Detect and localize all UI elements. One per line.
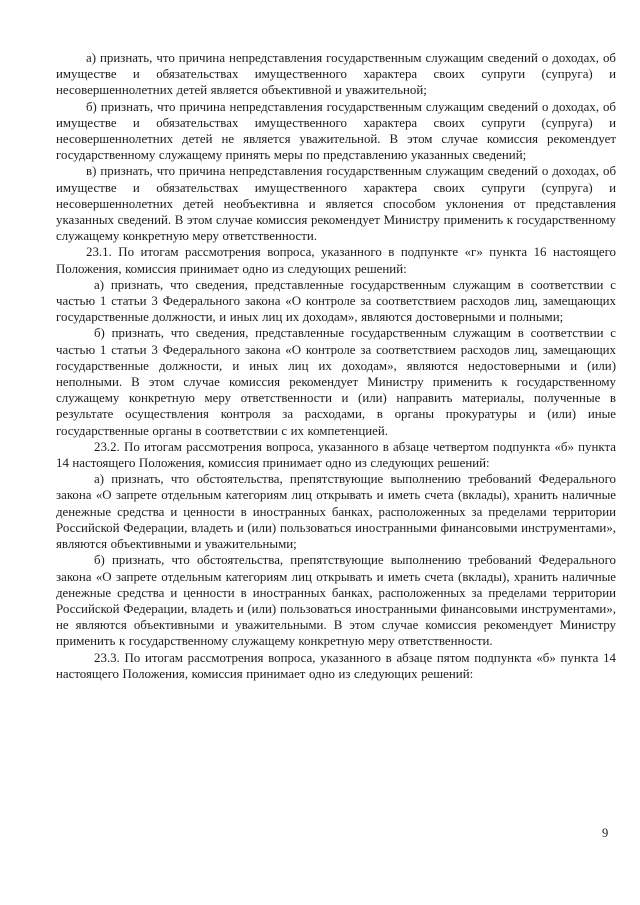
paragraph-1-a: а) признать, что причина непредставления государственным служащим сведений о доходах, об имуществе и обязательствах имущественного характера своих супруги (супруга) и несовершеннолетних детей является объективной и уважительной; (56, 51, 616, 98)
paragraph-23-2-b: б) признать, что обстоятельства, препятствующие выполнению требований Федерального закона «О запрете отдельным категориям лиц открывать и иметь счета (вклады), хранить наличные денежные средства и ценности в иностранных банках, расположенных за пределами территории Российской Федерации, владеть и (или) пользоваться иностранными финансовыми инструментами», не являются объективными и уважительными. В этом случае комиссия рекомендует Министру применить к государственному служащему конкретную меру ответственности. (56, 553, 616, 649)
paragraph-23-1: 23.1. По итогам рассмотрения вопроса, указанного в подпункте «г» пункта 16 настоящего Положения, комиссия принимает одно из следующих решений: (56, 245, 616, 276)
paragraph-23-2: 23.2. По итогам рассмотрения вопроса, указанного в абзаце четвертом подпункта «б» пункта 14 настоящего Положения, комиссия принимает одно из следующих решений: (56, 439, 616, 471)
paragraph-23-2-a: а) признать, что обстоятельства, препятствующие выполнению требований Федерального закона «О запрете отдельным категориям лиц открывать и иметь счета (вклады), хранить наличные денежные средства и ценности в иностранных банках, расположенных за пределами территории Российской Федерации, владеть и (или) пользоваться иностранными финансовыми инструментами», являются объективными и уважительными; (56, 472, 616, 552)
paragraph-23-1-a: а) признать, что сведения, представленные государственным служащим в соответствии с частью 1 статьи 3 Федерального закона «О контроле за соответствием расходов лиц, замещающих государственные должности, и иных лиц их доходам», являются достоверными и полными; (56, 277, 616, 325)
paragraph-1-v: в) признать, что причина непредставления государственным служащим сведений о доходах, об имуществе и обязательствах имущественного характера своих супруги (супруга) и несовершеннолетних детей необъективна и является способом уклонения от представления указанных сведений. В этом случае комиссия рекомендует Министру применить к государственному служащему конкретную меру ответственности. (56, 164, 616, 244)
paragraph-1-b: б) признать, что причина непредставления государственным служащим сведений о доходах, об имуществе и обязательствах имущественного характера своих супруги (супруга) и несовершеннолетних детей не является уважительной. В этом случае комиссия рекомендует государственному служащему принять меры по представлению указанных сведений; (56, 99, 616, 163)
page-number: 9 (602, 826, 609, 840)
document-body (56, 50, 616, 682)
paragraph-23-1-b: б) признать, что сведения, представленные государственным служащим в соответствии с частью 1 статьи 3 Федерального закона «О контроле за соответствием расходов лиц, замещающих государственные должности, и иных лиц их доходам», являются недостоверными и (или) неполными. В этом случае комиссия рекомендует Министру применить к государственному служащему конкретную меру ответственности и (или) направить материалы, полученные в результате осуществления контроля за расходами, в органы прокуратуры и (или) иные государственные органы в соответствии с их компетенцией. (56, 326, 616, 438)
paragraph-23-3: 23.3. По итогам рассмотрения вопроса, указанного в абзаце пятом подпункта «б» пункта 14 настоящего Положения, комиссия принимает одно из следующих решений: (56, 650, 616, 681)
